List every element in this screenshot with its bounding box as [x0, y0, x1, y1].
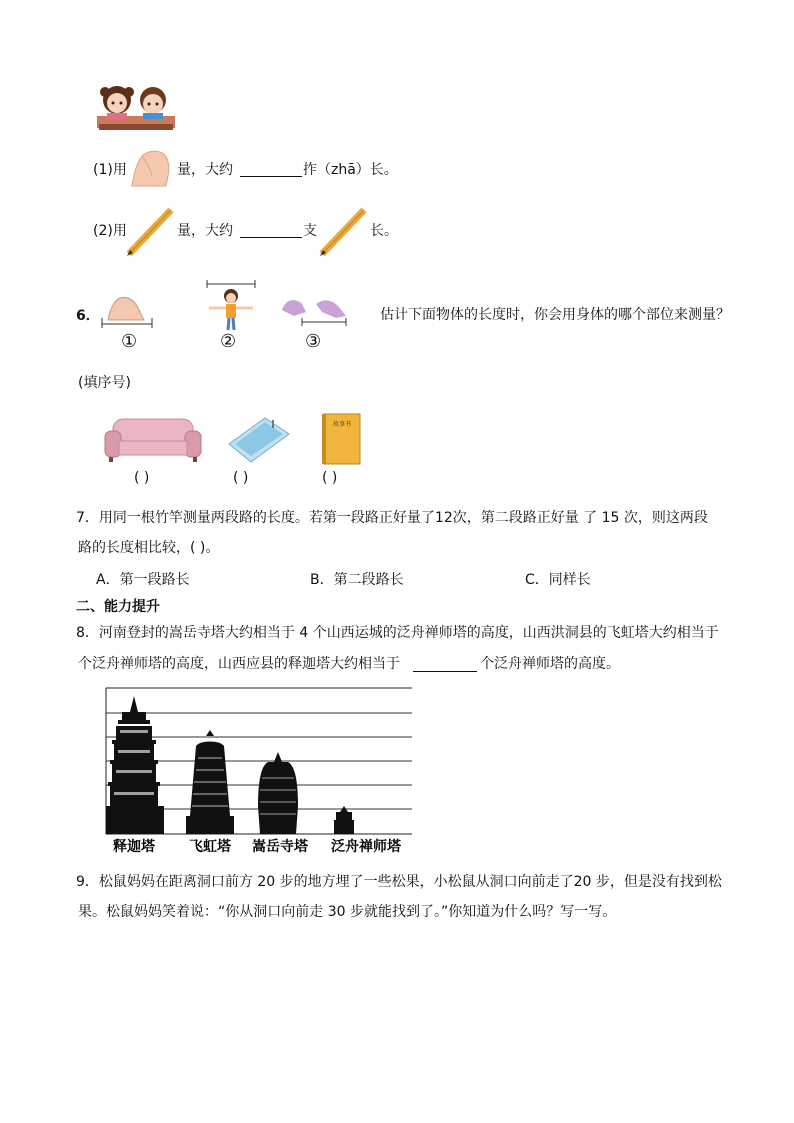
q7-line1: 7．用同一根竹竿测量两段路的长度。若第一段路正好量了12次，第二段路正好量 了 15 次，则这两段 [76, 510, 708, 526]
q7-option-b[interactable]: B．第二段路长 [310, 572, 404, 588]
q5-item1-suffix: 拃（zhā）长。 [303, 162, 398, 178]
q5-item1-prefix: (1)用 [93, 162, 127, 178]
fanzhou-tower-silhouette [334, 806, 354, 834]
q6-label-3: ③ [305, 331, 322, 352]
q8-blank[interactable] [413, 657, 477, 672]
tower-label: 飞虹塔 [189, 839, 231, 855]
q6-hint: (填序号) [78, 375, 131, 391]
q6-answer-paren[interactable]: ( ) [233, 470, 249, 486]
q6-label-2: ② [220, 331, 237, 352]
q6-label-1: ① [121, 331, 138, 352]
q5-item2-suffix: 长。 [370, 223, 398, 239]
q5-item1-mid: 量，大约 [177, 162, 233, 178]
footstep-measure-icon [280, 294, 350, 330]
songyue-tower-silhouette [258, 752, 298, 834]
tower-label: 泛舟禅师塔 [331, 839, 401, 855]
q5-item2-prefix: (2)用 [93, 223, 127, 239]
q7-option-a[interactable]: A．第一段路长 [96, 572, 190, 588]
q8-line1: 8．河南登封的嵩岳寺塔大约相当于 4 个山西运城的泛舟禅师塔的高度，山西洪洞县的飞虹塔大约相当于 [76, 625, 719, 641]
tower-label: 嵩岳寺塔 [252, 839, 308, 855]
pool-icon [225, 414, 291, 464]
hand-span-icon [128, 146, 174, 188]
pencil-icon [125, 206, 175, 258]
shijia-tower-silhouette [106, 696, 164, 834]
q6-answer-paren[interactable]: ( ) [322, 470, 338, 486]
tower-comparison-figure [100, 686, 418, 858]
q9-line1: 9．松鼠妈妈在距离洞口前方 20 步的地方埋了一些松果，小松鼠从洞口向前走了20 步，但是没有找到松 [76, 874, 722, 890]
storybook-icon [320, 412, 364, 466]
tower-label: 释迦塔 [113, 839, 155, 855]
q7-line2: 路的长度相比较，( )。 [78, 540, 220, 556]
q5-item2-mid2: 支 [303, 223, 317, 239]
q8-line2-suffix: 个泛舟禅师塔的高度。 [480, 656, 620, 672]
hand-span-measure-icon [98, 294, 156, 330]
sofa-icon [103, 415, 203, 463]
section-title: 二、能力提升 [76, 599, 160, 615]
book-title-label: 故事书 [332, 421, 352, 428]
q6-answer-paren[interactable]: ( ) [134, 470, 150, 486]
q8-line2-prefix: 个泛舟禅师塔的高度，山西应县的释迦塔大约相当于 [78, 656, 400, 672]
q7-option-c[interactable]: C．同样长 [525, 572, 591, 588]
q6-number: 6． [76, 308, 100, 324]
q9-line2: 果。松鼠妈妈笑着说：“你从洞口向前走 30 步就能找到了。”你知道为什么吗？写一写。 [78, 904, 617, 920]
kids-illustration [95, 80, 177, 132]
arm-span-girl-icon [203, 280, 259, 332]
q6-question: 估计下面物体的长度时，你会用身体的哪个部位来测量？ [380, 307, 730, 323]
q5-item2-mid: 量，大约 [177, 223, 233, 239]
pencil-icon [318, 206, 368, 258]
q5-item1-blank[interactable] [240, 162, 302, 177]
q5-item2-blank[interactable] [240, 223, 302, 238]
